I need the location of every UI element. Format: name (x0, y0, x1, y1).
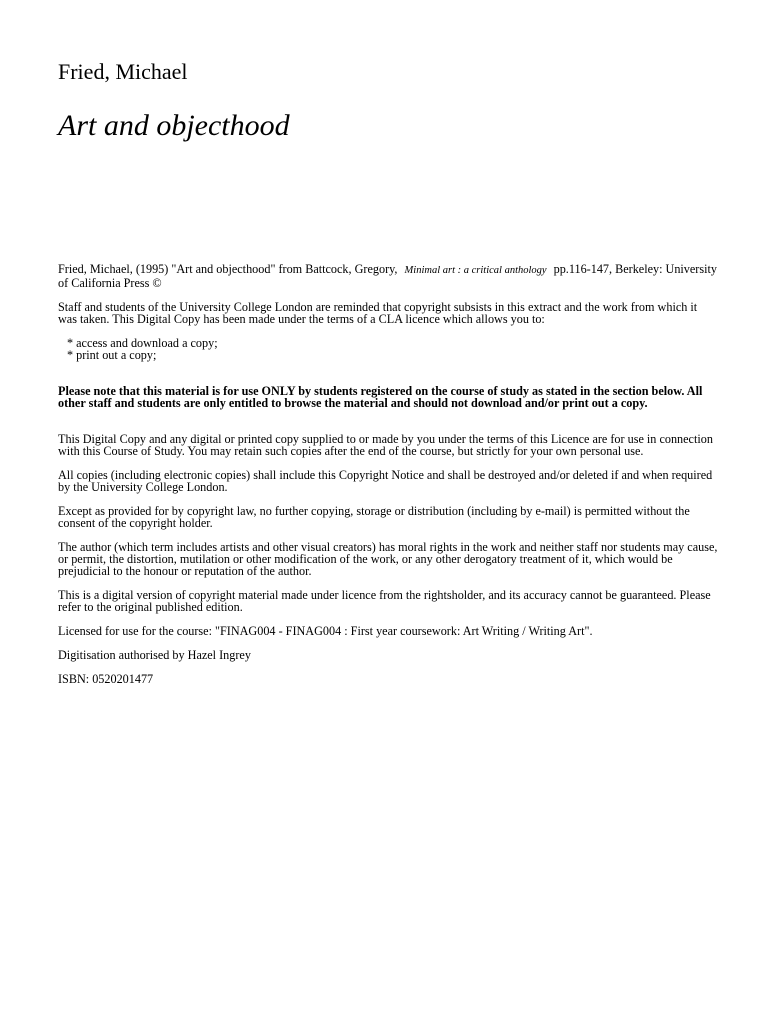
paragraph-digitisation: Digitisation authorised by Hazel Ingrey (58, 648, 251, 662)
paragraph-copies: All copies (including electronic copies) shall include this Copyright Notice and shall be destroyed and/or deleted if and when required by the University College London. (58, 468, 713, 494)
paragraph-isbn: ISBN: 0520201477 (58, 672, 154, 686)
paragraph-accuracy: This is a digital version of copyright material made under licence from the rightsholder, and its accuracy cannot be guaranteed. Please refer to the original published edition. (58, 588, 711, 614)
rights-item: * print out a copy; (67, 348, 157, 362)
paragraph-course-licence: Licensed for use for the course: "FINAG004 - FINAG004 : First year coursework: Art Writing / Writing Art". (58, 624, 593, 638)
citation-suffix: pp.116-147, Berkeley: University of California Press © (58, 262, 717, 290)
rights-item: * access and download a copy; (67, 336, 218, 350)
citation (58, 263, 718, 289)
citation-prefix: Fried, Michael, (1995) "Art and objecthood" from Battcock, Gregory, (58, 262, 398, 276)
document-title: Art and objecthood (58, 109, 290, 142)
paragraph-retention: This Digital Copy and any digital or printed copy supplied to or made by you under the terms of this Licence are for use in connection with this Course of Study. You may retain such copies after the end of the course, but strictly for your own personal use. (58, 432, 713, 458)
paragraph-moral-rights: The author (which term includes artists and other visual creators) has moral rights in the work and neither staff nor students may cause, or permit, the distortion, mutilation or other modification of the work, or any other derogatory treatment of it, which would be prejudicial to the honour or reputation of the author. (58, 540, 718, 578)
copyright-intro: Staff and students of the University College London are reminded that copyright subsists in this extract and the work from which it was taken. This Digital Copy has been made under the terms of a CLA licence which allows you to: (58, 300, 698, 326)
paragraph-copying-restriction: Except as provided for by copyright law, no further copying, storage or distribution (including by e-mail) is permitted without the consent of the copyright holder. (58, 504, 690, 530)
citation-book-title: Minimal art : a critical anthology (404, 265, 547, 276)
author-name: Fried, Michael (58, 59, 188, 84)
copyright-notice-body (58, 263, 718, 697)
usage-notice: Please note that this material is for use ONLY by students registered on the course of study as stated in the section below. All other staff and students are only entitled to browse the material and should not download and/or print out a copy. (58, 384, 703, 410)
rights-list (58, 337, 718, 361)
